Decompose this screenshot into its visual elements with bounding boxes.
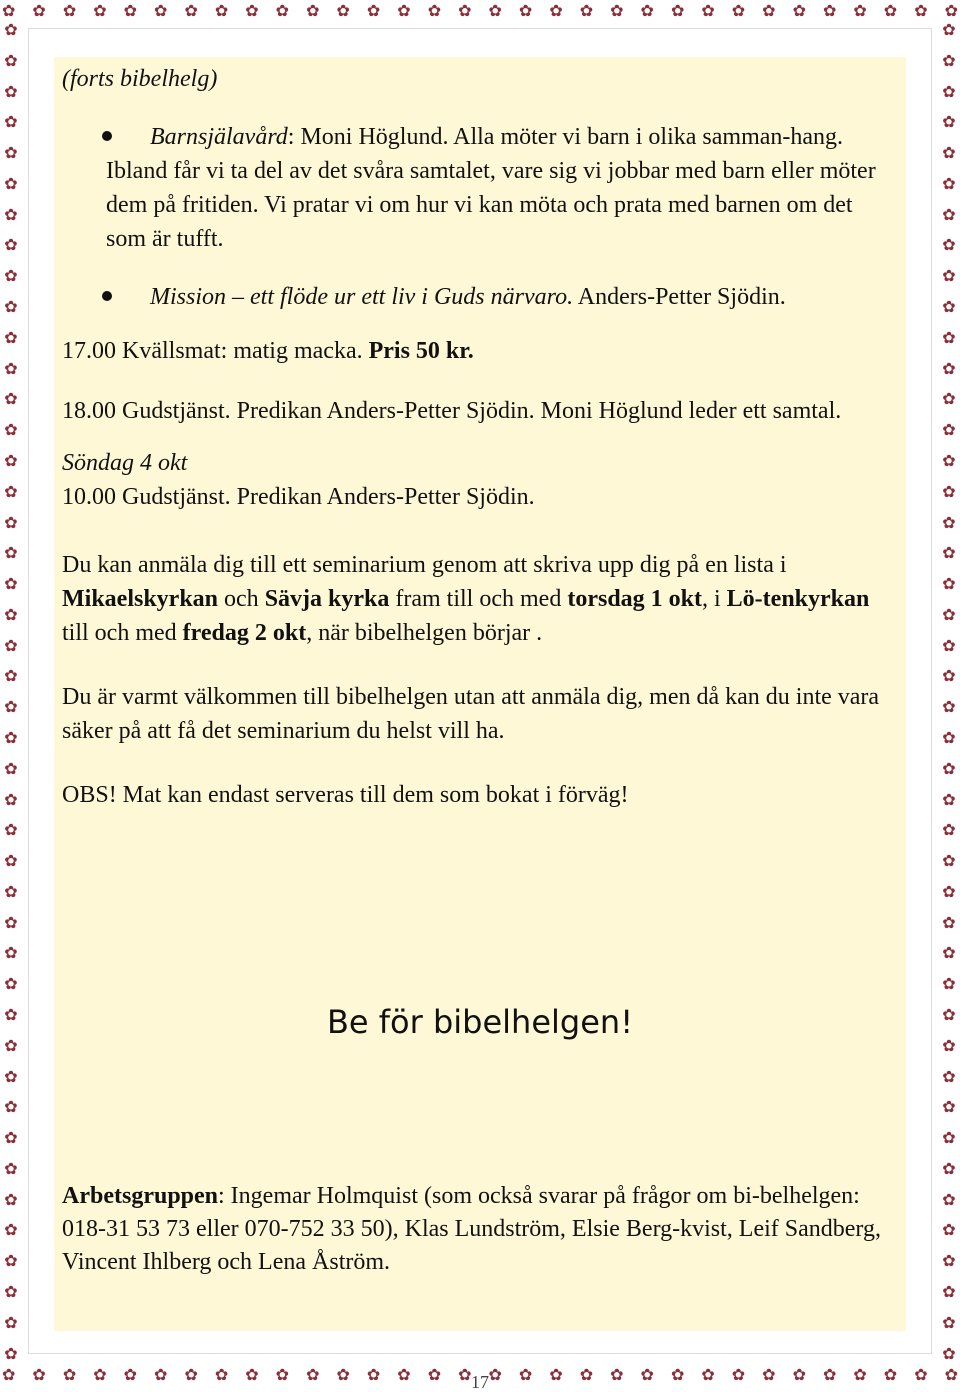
flower-ornament-icon: ✿ bbox=[2, 1, 16, 20]
flower-ornament-icon: ✿ bbox=[4, 1282, 18, 1302]
flower-ornament-icon: ✿ bbox=[4, 235, 18, 255]
page-number: 17 bbox=[471, 1372, 489, 1392]
flower-ornament-icon: ✿ bbox=[4, 20, 18, 39]
workgroup-text: : Ingemar Holmquist (som också svarar på frågor om bi-belhelgen: 018-31 53 73 eller 070-752 33 50), Klas Lundström, Elsie Berg-kvist, Leif Sandberg, Vincent Ihlberg och Lena Åström. bbox=[62, 1183, 881, 1275]
flower-ornament-icon: ✿ bbox=[518, 1, 533, 20]
flower-ornament-icon: ✿ bbox=[942, 789, 956, 809]
flower-ornament-icon: ✿ bbox=[184, 1365, 198, 1384]
sunday-heading: Söndag 4 okt bbox=[62, 450, 188, 476]
flower-ornament-icon: ✿ bbox=[32, 1, 46, 20]
flower-ornament-icon: ✿ bbox=[942, 635, 956, 655]
flower-ornament-icon: ✿ bbox=[245, 1365, 259, 1384]
flower-ornament-icon: ✿ bbox=[942, 574, 956, 594]
flower-ornament-icon: ✿ bbox=[427, 1, 442, 20]
flower-ornament-icon: ✿ bbox=[4, 204, 18, 224]
list-item bbox=[62, 280, 898, 314]
flower-ornament-icon: ✿ bbox=[123, 1365, 138, 1384]
flower-ornament-icon: ✿ bbox=[942, 1005, 956, 1024]
flower-ornament-icon: ✿ bbox=[942, 1097, 956, 1117]
slogan: Be för bibelhelgen! bbox=[326, 1003, 634, 1041]
signup-text: , i bbox=[702, 586, 727, 612]
welcome-paragraph: Du är varmt välkommen till bibelhelgen utan att anmäla dig, men då kan du inte vara säker på att få det seminarium du helst vill ha. bbox=[62, 684, 880, 744]
flower-ornament-icon: ✿ bbox=[942, 173, 956, 193]
border-right bbox=[940, 22, 958, 1362]
flower-ornament-icon: ✿ bbox=[4, 512, 18, 532]
flower-ornament-icon: ✿ bbox=[549, 1, 563, 20]
signup-text: fram till och med bbox=[389, 586, 568, 612]
flower-ornament-icon: ✿ bbox=[4, 974, 18, 994]
flower-ornament-icon: ✿ bbox=[4, 666, 18, 686]
church-name: Mikaelskyrkan bbox=[62, 586, 219, 612]
list-item bbox=[62, 120, 898, 256]
flower-ornament-icon: ✿ bbox=[942, 1251, 956, 1271]
flower-ornament-icon: ✿ bbox=[822, 1, 837, 20]
seminar-list bbox=[62, 120, 898, 314]
flower-ornament-icon: ✿ bbox=[942, 420, 956, 440]
service-saturday: 18.00 Gudstjänst. Predikan Anders-Petter Sjödin. Moni Höglund leder ett samtal. bbox=[62, 398, 842, 424]
flower-ornament-icon: ✿ bbox=[4, 1312, 18, 1332]
flower-ornament-icon: ✿ bbox=[4, 450, 18, 470]
signup-paragraph bbox=[62, 548, 898, 650]
flower-ornament-icon: ✿ bbox=[184, 1, 198, 20]
flower-ornament-icon: ✿ bbox=[942, 1282, 956, 1302]
flower-ornament-icon: ✿ bbox=[640, 1, 654, 20]
flower-ornament-icon: ✿ bbox=[883, 1, 898, 20]
flower-ornament-icon: ✿ bbox=[731, 1, 746, 20]
flower-ornament-icon: ✿ bbox=[62, 1, 77, 20]
flower-ornament-icon: ✿ bbox=[4, 358, 18, 378]
flower-ornament-icon: ✿ bbox=[942, 1158, 956, 1178]
flower-ornament-icon: ✿ bbox=[4, 1343, 18, 1363]
border-left bbox=[2, 22, 20, 1362]
flower-ornament-icon: ✿ bbox=[4, 481, 18, 501]
flower-ornament-icon: ✿ bbox=[518, 1365, 533, 1384]
flower-ornament-icon: ✿ bbox=[4, 327, 18, 347]
flower-ornament-icon: ✿ bbox=[792, 1365, 806, 1384]
flower-ornament-icon: ✿ bbox=[942, 943, 956, 963]
flower-ornament-icon: ✿ bbox=[942, 543, 956, 563]
flower-ornament-icon: ✿ bbox=[4, 1128, 18, 1148]
workgroup-paragraph bbox=[62, 1180, 898, 1279]
flower-ornament-icon: ✿ bbox=[942, 512, 956, 532]
signup-deadline: fredag 2 okt bbox=[182, 620, 307, 646]
signup-text: och bbox=[218, 586, 265, 612]
flower-ornament-icon: ✿ bbox=[4, 881, 18, 901]
flower-ornament-icon: ✿ bbox=[942, 758, 956, 778]
workgroup-label: Arbetsgruppen bbox=[62, 1183, 219, 1209]
flower-ornament-icon: ✿ bbox=[942, 727, 956, 747]
flower-ornament-icon: ✿ bbox=[942, 297, 956, 317]
signup-deadline: torsdag 1 okt bbox=[567, 586, 702, 612]
flower-ornament-icon: ✿ bbox=[942, 1128, 956, 1148]
flower-ornament-icon: ✿ bbox=[4, 1251, 18, 1271]
flower-ornament-icon: ✿ bbox=[942, 389, 956, 409]
flower-ornament-icon: ✿ bbox=[4, 112, 18, 132]
flower-ornament-icon: ✿ bbox=[4, 266, 18, 286]
bullet-dot-icon bbox=[102, 131, 112, 141]
list-item-text bbox=[106, 120, 898, 256]
flower-ornament-icon: ✿ bbox=[4, 1097, 18, 1117]
flower-ornament-icon: ✿ bbox=[731, 1365, 746, 1384]
flower-ornament-icon: ✿ bbox=[762, 1, 776, 20]
flower-ornament-icon: ✿ bbox=[4, 820, 18, 840]
flower-ornament-icon: ✿ bbox=[4, 574, 18, 594]
seminar-title: Barnsjälavård bbox=[150, 124, 288, 150]
flower-ornament-icon: ✿ bbox=[4, 943, 18, 963]
border-top bbox=[2, 2, 958, 20]
flower-ornament-icon: ✿ bbox=[579, 1, 594, 20]
flower-ornament-icon: ✿ bbox=[944, 1, 958, 20]
flower-ornament-icon: ✿ bbox=[154, 1, 168, 20]
flower-ornament-icon: ✿ bbox=[2, 1365, 16, 1384]
seminar-description: : Moni Höglund. Alla möter vi barn i olika samman-hang. Ibland får vi ta del av det svåra samtalet, vare sig vi jobbar med barn eller möter dem på fritiden. Vi pratar vi om hur vi kan möta och prata med barnen om det som är tufft. bbox=[106, 124, 876, 252]
flower-ornament-icon: ✿ bbox=[214, 1, 229, 20]
flower-ornament-icon: ✿ bbox=[942, 143, 956, 163]
flower-ornament-icon: ✿ bbox=[488, 1365, 502, 1384]
flower-ornament-icon: ✿ bbox=[32, 1365, 46, 1384]
flower-ornament-icon: ✿ bbox=[701, 1, 715, 20]
flower-ornament-icon: ✿ bbox=[458, 1365, 472, 1384]
flower-ornament-icon: ✿ bbox=[942, 820, 956, 840]
flower-ornament-icon: ✿ bbox=[942, 1220, 956, 1240]
meal-line bbox=[62, 334, 898, 368]
meal-price: Pris 50 kr. bbox=[368, 338, 474, 364]
flower-ornament-icon: ✿ bbox=[942, 1189, 956, 1209]
flower-ornament-icon: ✿ bbox=[883, 1365, 898, 1384]
flower-ornament-icon: ✿ bbox=[942, 204, 956, 224]
seminar-title: Mission – ett flöde ur ett liv i Guds närvaro. bbox=[150, 284, 574, 310]
flower-ornament-icon: ✿ bbox=[336, 1365, 350, 1384]
flower-ornament-icon: ✿ bbox=[397, 1365, 411, 1384]
flower-ornament-icon: ✿ bbox=[762, 1365, 776, 1384]
flower-ornament-icon: ✿ bbox=[4, 543, 18, 563]
flower-ornament-icon: ✿ bbox=[942, 697, 956, 717]
flower-ornament-icon: ✿ bbox=[4, 758, 18, 778]
flower-ornament-icon: ✿ bbox=[579, 1365, 594, 1384]
flower-ornament-icon: ✿ bbox=[4, 635, 18, 655]
flower-ornament-icon: ✿ bbox=[366, 1, 381, 20]
flower-ornament-icon: ✿ bbox=[4, 912, 18, 932]
flower-ornament-icon: ✿ bbox=[4, 1220, 18, 1240]
flower-ornament-icon: ✿ bbox=[822, 1365, 837, 1384]
flower-ornament-icon: ✿ bbox=[942, 450, 956, 470]
flower-ornament-icon: ✿ bbox=[458, 1, 472, 20]
flower-ornament-icon: ✿ bbox=[942, 1035, 956, 1055]
flower-ornament-icon: ✿ bbox=[942, 666, 956, 686]
flower-ornament-icon: ✿ bbox=[942, 604, 956, 624]
flower-ornament-icon: ✿ bbox=[610, 1, 624, 20]
list-item-text bbox=[106, 280, 898, 314]
flower-ornament-icon: ✿ bbox=[942, 481, 956, 501]
flower-ornament-icon: ✿ bbox=[4, 851, 18, 871]
flower-ornament-icon: ✿ bbox=[942, 327, 956, 347]
flower-ornament-icon: ✿ bbox=[4, 1035, 18, 1055]
service-sunday: 10.00 Gudstjänst. Predikan Anders-Petter Sjödin. bbox=[62, 484, 535, 510]
flower-ornament-icon: ✿ bbox=[4, 81, 18, 101]
flower-ornament-icon: ✿ bbox=[123, 1, 138, 20]
document-content bbox=[62, 62, 898, 812]
flower-ornament-icon: ✿ bbox=[336, 1, 350, 20]
flower-ornament-icon: ✿ bbox=[942, 266, 956, 286]
flower-ornament-icon: ✿ bbox=[942, 50, 956, 70]
flower-ornament-icon: ✿ bbox=[427, 1365, 442, 1384]
flower-ornament-icon: ✿ bbox=[154, 1365, 168, 1384]
flower-ornament-icon: ✿ bbox=[942, 112, 956, 132]
flower-ornament-icon: ✿ bbox=[4, 789, 18, 809]
flower-ornament-icon: ✿ bbox=[942, 235, 956, 255]
flower-ornament-icon: ✿ bbox=[306, 1, 320, 20]
flower-ornament-icon: ✿ bbox=[4, 697, 18, 717]
flower-ornament-icon: ✿ bbox=[853, 1, 867, 20]
flower-ornament-icon: ✿ bbox=[4, 389, 18, 409]
flower-ornament-icon: ✿ bbox=[93, 1365, 107, 1384]
flower-ornament-icon: ✿ bbox=[549, 1365, 563, 1384]
flower-ornament-icon: ✿ bbox=[942, 851, 956, 871]
seminar-description: Anders-Petter Sjödin. bbox=[573, 284, 786, 310]
continuation-heading: (forts bibelhelg) bbox=[62, 66, 218, 92]
flower-ornament-icon: ✿ bbox=[942, 81, 956, 101]
flower-ornament-icon: ✿ bbox=[488, 1, 502, 20]
flower-ornament-icon: ✿ bbox=[942, 974, 956, 994]
flower-ornament-icon: ✿ bbox=[4, 1189, 18, 1209]
flower-ornament-icon: ✿ bbox=[4, 1158, 18, 1178]
flower-ornament-icon: ✿ bbox=[792, 1, 806, 20]
flower-ornament-icon: ✿ bbox=[670, 1365, 685, 1384]
flower-ornament-icon: ✿ bbox=[62, 1365, 77, 1384]
flower-ornament-icon: ✿ bbox=[306, 1365, 320, 1384]
flower-ornament-icon: ✿ bbox=[942, 20, 956, 39]
flower-ornament-icon: ✿ bbox=[942, 1066, 956, 1086]
flower-ornament-icon: ✿ bbox=[4, 297, 18, 317]
flower-ornament-icon: ✿ bbox=[942, 358, 956, 378]
flower-ornament-icon: ✿ bbox=[942, 881, 956, 901]
flower-ornament-icon: ✿ bbox=[670, 1, 685, 20]
flower-ornament-icon: ✿ bbox=[4, 1066, 18, 1086]
flower-ornament-icon: ✿ bbox=[640, 1365, 654, 1384]
flower-ornament-icon: ✿ bbox=[397, 1, 411, 20]
flower-ornament-icon: ✿ bbox=[275, 1365, 290, 1384]
flower-ornament-icon: ✿ bbox=[93, 1, 107, 20]
flower-ornament-icon: ✿ bbox=[4, 420, 18, 440]
flower-ornament-icon: ✿ bbox=[214, 1365, 229, 1384]
flower-ornament-icon: ✿ bbox=[942, 912, 956, 932]
flower-ornament-icon: ✿ bbox=[942, 1312, 956, 1332]
flower-ornament-icon: ✿ bbox=[4, 604, 18, 624]
church-name: Sävja kyrka bbox=[264, 586, 390, 612]
flower-ornament-icon: ✿ bbox=[4, 50, 18, 70]
flower-ornament-icon: ✿ bbox=[4, 727, 18, 747]
signup-text: till och med bbox=[62, 620, 183, 646]
signup-text: Du kan anmäla dig till ett seminarium genom att skriva upp dig på en lista i bbox=[62, 552, 787, 578]
flower-ornament-icon: ✿ bbox=[853, 1365, 867, 1384]
flower-ornament-icon: ✿ bbox=[275, 1, 290, 20]
flower-ornament-icon: ✿ bbox=[4, 173, 18, 193]
flower-ornament-icon: ✿ bbox=[366, 1365, 381, 1384]
obs-notice: OBS! Mat kan endast serveras till dem som bokat i förväg! bbox=[62, 782, 629, 808]
church-name: Lö-tenkyrkan bbox=[726, 586, 870, 612]
flower-ornament-icon: ✿ bbox=[701, 1365, 715, 1384]
flower-ornament-icon: ✿ bbox=[942, 1343, 956, 1363]
signup-text: , när bibelhelgen börjar . bbox=[306, 620, 543, 646]
flower-ornament-icon: ✿ bbox=[4, 1005, 18, 1024]
flower-ornament-icon: ✿ bbox=[944, 1365, 958, 1384]
meal-text: 17.00 Kvällsmat: matig macka. bbox=[62, 338, 369, 364]
bullet-dot-icon bbox=[102, 291, 112, 301]
flower-ornament-icon: ✿ bbox=[4, 143, 18, 163]
flower-ornament-icon: ✿ bbox=[914, 1, 928, 20]
flower-ornament-icon: ✿ bbox=[245, 1, 259, 20]
flower-ornament-icon: ✿ bbox=[914, 1365, 928, 1384]
flower-ornament-icon: ✿ bbox=[610, 1365, 624, 1384]
